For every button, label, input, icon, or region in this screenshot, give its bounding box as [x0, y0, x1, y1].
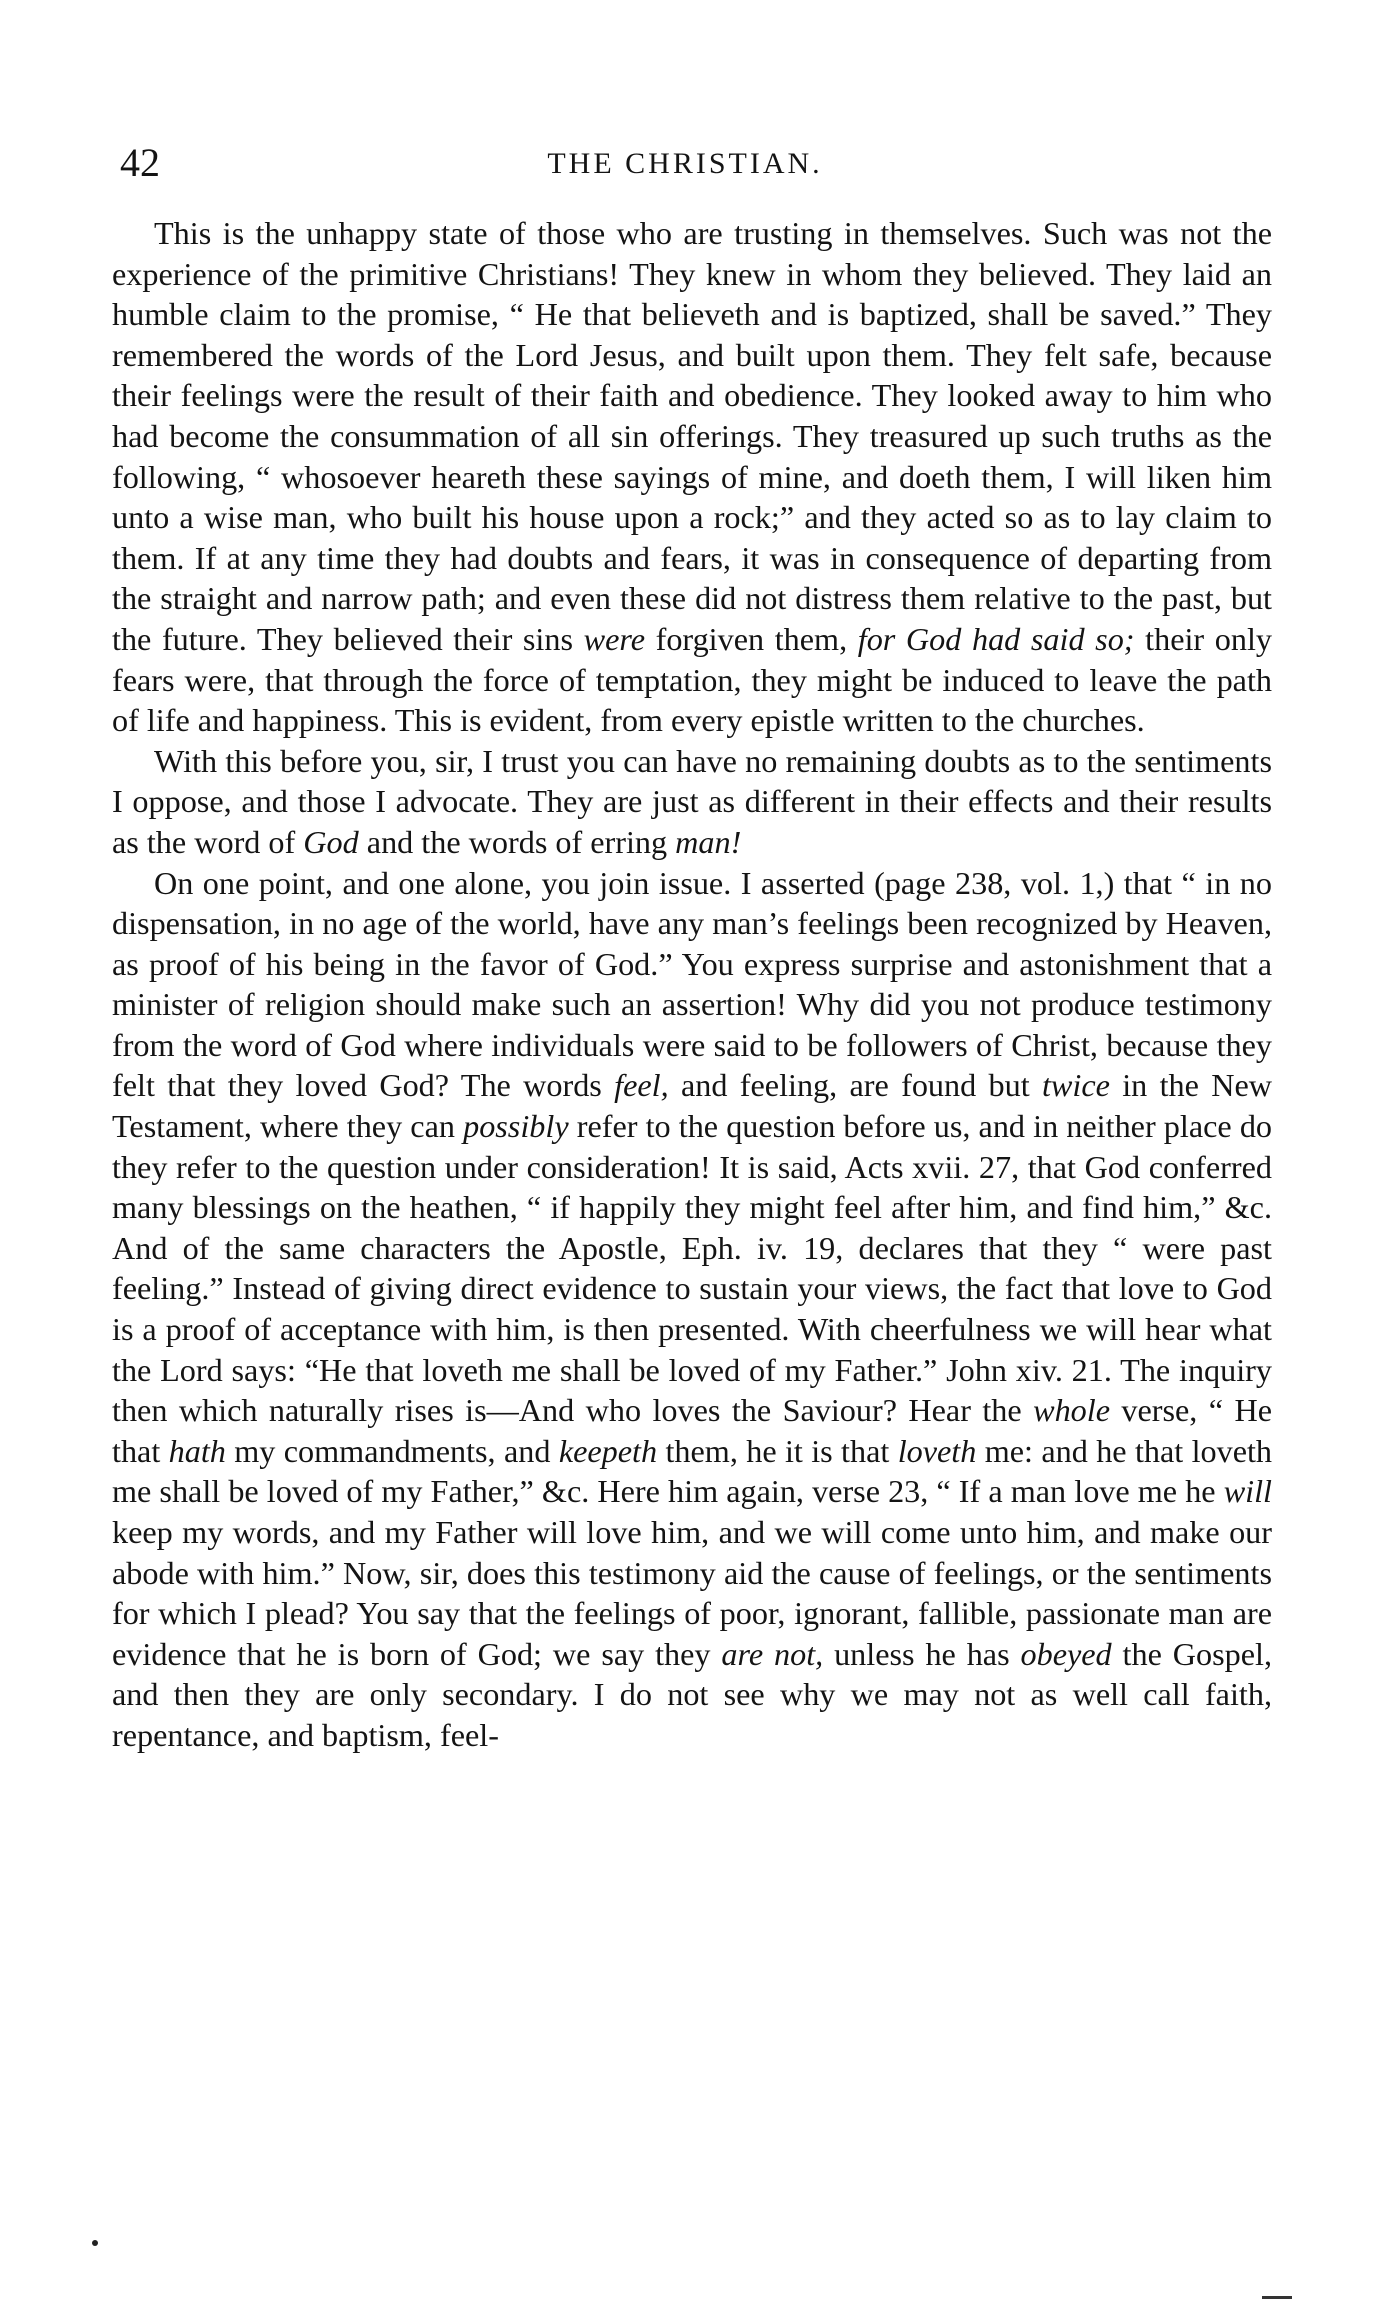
text-run: their only fears were, that through the force of temptation, they might be induced to leave the path of life and happiness. This is evident, from every epistle written to the churches.	[112, 620, 1272, 739]
text-run: On one point, and one alone, you join issue. I asserted (page 238, vol. 1,) that “ in no dispensation, in no age of the world, have any man’s feelings been recognized by Heaven, as proof of his being in the favor of God.” You express surprise and astonishment that a minister of religion should make such an assertion! Why did you not produce testimony from the word of God where individuals were said to be followers of Christ, because they felt that they loved God? The words	[112, 864, 1272, 1104]
text-run: in the New Testament, where they can	[112, 1067, 1272, 1145]
italic-run: whole	[1033, 1392, 1110, 1429]
italic-run: keepeth	[558, 1432, 658, 1469]
text-run: forgiven them,	[645, 620, 858, 657]
body-text	[112, 213, 1272, 1756]
stray-ink-dot	[92, 2240, 98, 2246]
italic-run: hath	[168, 1432, 226, 1469]
text-run: unless he has	[823, 1635, 1021, 1672]
running-title: THE CHRISTIAN.	[547, 147, 823, 180]
text-run: me: and he that loveth me shall be loved of my Father,” &c. Here him again, verse 23, “ If a man love me he	[112, 1432, 1273, 1510]
italic-run: feel,	[614, 1067, 669, 1104]
text-run: and feeling, are found but	[668, 1067, 1042, 1104]
italic-run: loveth	[897, 1432, 977, 1469]
text-run: the Gospel, and then they are only secondary. I do not see why we may not as well call faith, repentance, and baptism, feel-	[112, 1635, 1272, 1753]
text-run: them, he it is that	[657, 1432, 898, 1469]
italic-run: man!	[675, 823, 742, 860]
italic-run: will	[1223, 1473, 1272, 1510]
italic-run: God	[303, 823, 359, 860]
running-head	[120, 138, 1250, 188]
page-number: 42	[120, 140, 160, 185]
paragraph-3	[112, 863, 1272, 1756]
paragraph-2	[112, 741, 1272, 863]
italic-run: for God had said so;	[857, 620, 1135, 657]
text-run: refer to the question before us, and in neither place do they refer to the question under consideration! It is said, Acts xvii. 27, that God conferred many blessings on the heathen, “ if happily they might feel after him, and find him,” &c. And of the same characters the Apostle, Eph. iv. 19, declares that they “ were past feeling.” Instead of giving direct evidence to sustain your views, the fact that love to God is a proof of acceptance with him, is then presented. With cheerfulness we will hear what the Lord says: “He that loveth me shall be loved of my Father.” John xiv. 21. The inquiry then which naturally rises is—And who loves the Saviour? Hear the	[112, 1108, 1273, 1429]
italic-run: were	[583, 620, 645, 657]
text-run: keep my words, and my Father will love him, and we will come unto him, and make our abode with him.” Now, sir, does this testimony aid the cause of feelings, or the sentiments for which I plead? You say that the feelings of poor, ignorant, fallible, passionate man are evidence that he is born of God; we say they	[112, 1514, 1272, 1672]
italic-run: possibly	[463, 1108, 569, 1145]
page-edge-mark	[1262, 2296, 1292, 2299]
italic-run: twice	[1041, 1067, 1110, 1104]
paragraph-1	[112, 213, 1272, 741]
text-run: my commandments, and	[225, 1432, 559, 1469]
italic-run: obeyed	[1020, 1635, 1112, 1672]
text-run: This is the unhappy state of those who are trusting in themselves. Such was not the experience of the primitive Christians! They knew in whom they believed. They laid an humble claim to the promise, “ He that believeth and is baptized, shall be saved.” They remembered the words of the Lord Jesus, and built upon them. They felt safe, because their feelings were the result of their faith and obedience. They looked away to him who had become the consummation of all sin offerings. They treasured up such truths as the following, “ whosoever heareth these sayings of mine, and doeth them, I will liken him unto a wise man, who built his house upon a rock;” and they acted so as to lay claim to them. If at any time they had doubts and fears, it was in consequence of departing from the straight and narrow path; and even these did not distress them relative to the past, but the future. They believed their sins	[112, 215, 1272, 657]
italic-run: are not,	[721, 1635, 824, 1672]
text-run: verse, “ He that	[112, 1392, 1272, 1469]
text-run: With this before you, sir, I trust you can have no remaining doubts as to the sentiments I oppose, and those I advocate. They are just as different in their effects and their results as the word of	[112, 742, 1272, 860]
text-run: and the words of erring	[358, 823, 676, 860]
